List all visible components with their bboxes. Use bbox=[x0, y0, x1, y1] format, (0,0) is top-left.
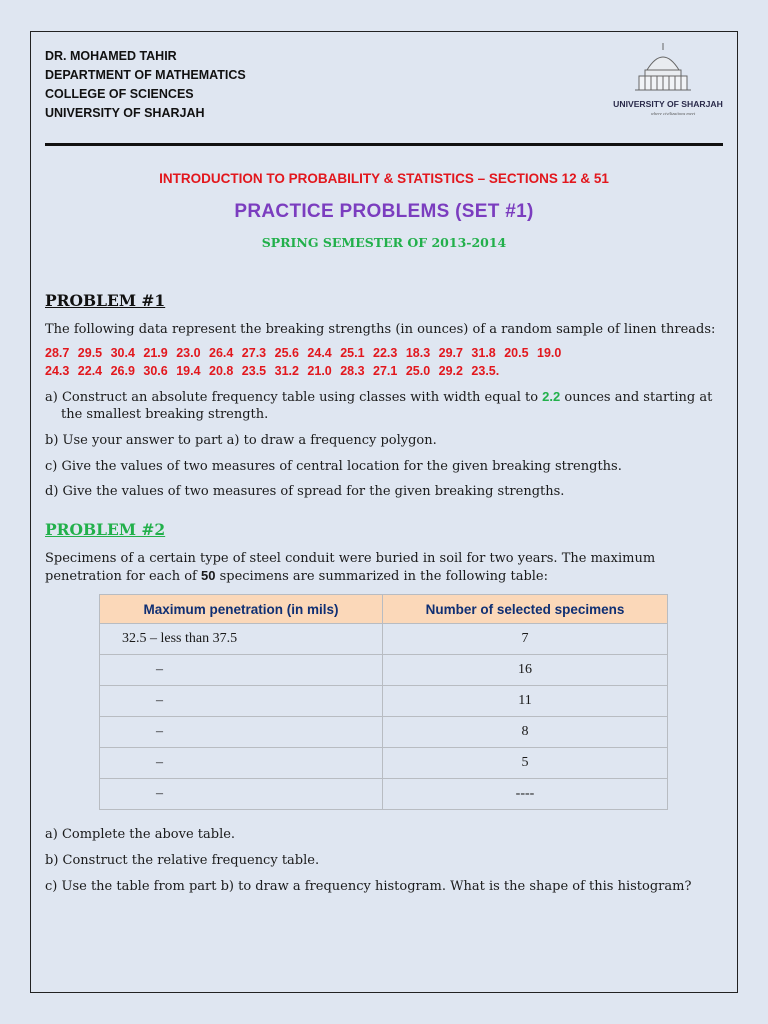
table-row bbox=[100, 779, 668, 810]
problem1-part-b: b) Use your answer to part a) to draw a frequency polygon. bbox=[45, 433, 437, 448]
cell-class: 32.5 – less than 37.5 bbox=[100, 624, 383, 655]
cell-class: – bbox=[100, 655, 383, 686]
university-logo bbox=[609, 40, 727, 120]
problem2-part-b: b) Construct the relative frequency table. bbox=[45, 853, 320, 868]
table-row bbox=[100, 717, 668, 748]
university: UNIVERSITY OF SHARJAH bbox=[45, 106, 205, 120]
cell-count: ---- bbox=[383, 779, 668, 810]
specimen-count: 50 bbox=[200, 568, 216, 583]
document-page bbox=[30, 31, 738, 993]
cell-count: 11 bbox=[383, 686, 668, 717]
cell-count: 5 bbox=[383, 748, 668, 779]
logo-tagline: where civilizations meet bbox=[650, 111, 696, 116]
problem2-intro-line1: Specimens of a certain type of steel conduit were buried in soil for two years. The maximum bbox=[45, 551, 656, 566]
penetration-table bbox=[99, 594, 668, 810]
logo-name: UNIVERSITY OF SHARJAH bbox=[613, 99, 723, 109]
cell-class: – bbox=[100, 717, 383, 748]
intro-text-end: specimens are summarized in the following table: bbox=[215, 569, 549, 584]
problem2-intro bbox=[45, 550, 731, 585]
problem2-intro-line2 bbox=[45, 567, 731, 585]
part-a-text-end: ounces and starting at bbox=[560, 390, 713, 405]
cell-count: 8 bbox=[383, 717, 668, 748]
cell-count: 16 bbox=[383, 655, 668, 686]
problem1-data bbox=[45, 344, 735, 380]
intro-text: penetration for each of bbox=[45, 569, 201, 584]
cell-count: 7 bbox=[383, 624, 668, 655]
table-row bbox=[100, 655, 668, 686]
header-divider bbox=[45, 143, 723, 146]
problem1-intro: The following data represent the breaking strengths (in ounces) of a random sample of linen threads: bbox=[45, 322, 716, 337]
course-title: INTRODUCTION TO PROBABILITY & STATISTICS – SECTIONS 12 & 51 bbox=[159, 171, 609, 186]
header-specimen-count: Number of selected specimens bbox=[383, 595, 668, 624]
class-width-value: 2.2 bbox=[542, 389, 561, 404]
table-row bbox=[100, 686, 668, 717]
set-title: PRACTICE PROBLEMS (SET #1) bbox=[234, 201, 534, 222]
problem1-heading: PROBLEM #1 bbox=[45, 291, 166, 310]
author-block bbox=[45, 47, 246, 123]
problem2-part-c: c) Use the table from part b) to draw a frequency histogram. What is the shape of this histogram? bbox=[45, 879, 692, 894]
semester-title: SPRING SEMESTER OF 2013-2014 bbox=[261, 235, 507, 250]
data-line-2: 24.3 22.4 26.9 30.6 19.4 20.8 23.5 31.2 21.0 28.3 27.1 25.0 29.2 23.5. bbox=[45, 364, 500, 378]
problem1-part-c: c) Give the values of two measures of central location for the given breaking strengths. bbox=[45, 459, 622, 474]
cell-class: – bbox=[100, 686, 383, 717]
problem1-part-d: d) Give the values of two measures of spread for the given breaking strengths. bbox=[45, 484, 565, 499]
table-row bbox=[100, 748, 668, 779]
part-a-text: a) Construct an absolute frequency table using classes with width equal to bbox=[45, 390, 543, 405]
college: COLLEGE OF SCIENCES bbox=[45, 87, 194, 101]
problem2-heading: PROBLEM #2 bbox=[45, 520, 166, 539]
cell-class: – bbox=[100, 748, 383, 779]
author-name: DR. MOHAMED TAHIR bbox=[45, 49, 177, 63]
cell-class: – bbox=[100, 779, 383, 810]
department: DEPARTMENT OF MATHEMATICS bbox=[45, 68, 246, 82]
header-max-penetration: Maximum penetration (in mils) bbox=[100, 595, 383, 624]
part-a-continuation: the smallest breaking strength. bbox=[61, 407, 269, 422]
table-header-row bbox=[100, 595, 668, 624]
problem2-part-a: a) Complete the above table. bbox=[45, 827, 236, 842]
problem1-part-a bbox=[45, 388, 731, 423]
table-row bbox=[100, 624, 668, 655]
data-line-1: 28.7 29.5 30.4 21.9 23.0 26.4 27.3 25.6 24.4 25.1 22.3 18.3 29.7 31.8 20.5 19.0 bbox=[45, 346, 562, 360]
